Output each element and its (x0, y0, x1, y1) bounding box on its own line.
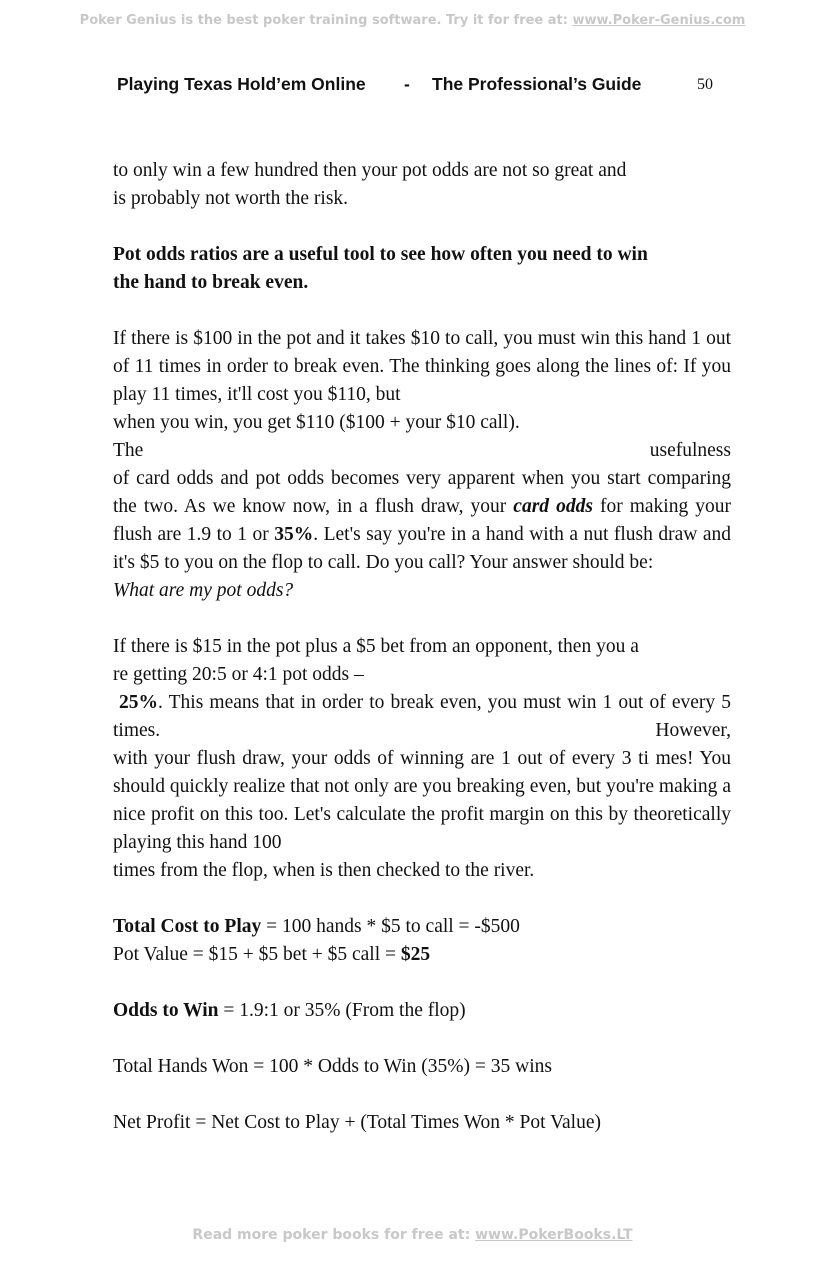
card-odds-text-a: of card odds and pot odds becomes very apparent when you start comparing the two. As we know now, in a flush draw, your (113, 468, 731, 517)
bottom-promo-banner (0, 1227, 825, 1243)
flush-percent: 35% (274, 524, 314, 545)
bold-line-1: Pot odds ratios are a useful tool to see how often you need to win (113, 244, 648, 265)
paragraph-intro (113, 157, 731, 213)
intro-line-2: is probably not worth the risk. (113, 188, 349, 209)
card-odds-term: card odds (513, 496, 593, 517)
title-separator: - (404, 74, 410, 94)
card-odds-text-b: for making your flush are 1.9 to 1 or (113, 496, 731, 545)
pot-odds-question (113, 577, 731, 605)
bold-statement (113, 241, 731, 297)
bottom-promo-text: Read more poker books for free at: (192, 1227, 476, 1243)
formula-pot-value (113, 941, 731, 969)
pokerbooks-link[interactable]: www.PokerBooks.LT (475, 1227, 633, 1243)
paragraph-break-even-rate (113, 689, 731, 745)
formula-hands-won: Total Hands Won = 100 * Odds to Win (35%) = 35 wins (113, 1056, 552, 1077)
paragraph-profit (113, 745, 731, 857)
pot-odds-question-text: What are my pot odds? (113, 580, 294, 601)
profit-text: with your flush draw, your odds of winning are 1 out of every 3 ti mes! You should quickly realize that not only are you breaking even, but you're making a nice profit on this too. Let's calculate the profit margin on this by theoretically playing this hand 100 (113, 748, 731, 853)
profit-last-line: times from the flop, when is then checked to the river. (113, 860, 535, 881)
total-cost-value: = 100 hands * $5 to call = -$500 (261, 916, 520, 937)
formula-odds-to-win (113, 997, 731, 1025)
paragraph-opponent-bet (113, 633, 731, 689)
total-cost-label: Total Cost to Play (113, 916, 262, 937)
paragraph-break-even (113, 325, 731, 409)
book-subtitle: The Professional’s Guide (432, 74, 642, 94)
pot-value-label: Pot Value = $15 + $5 bet + $5 call = (113, 944, 401, 965)
paragraph-usefulness-head (113, 437, 731, 465)
word-the: The (113, 440, 144, 461)
paragraph-card-odds (113, 465, 731, 577)
word-usefulness: usefulness (649, 440, 731, 461)
break-even-last-line: when you win, you get $110 ($100 + your $10 call). (113, 412, 520, 433)
opponent-bet-line-2: re getting 20:5 or 4:1 pot odds – (113, 664, 364, 685)
odds-to-win-label: Odds to Win (113, 1000, 219, 1021)
running-head (117, 74, 717, 98)
pot-odds-percent: 25% (119, 692, 158, 713)
intro-line-1: to only win a few hundred then your pot odds are not so great and (113, 160, 627, 181)
book-title: Playing Texas Hold’em Online (117, 74, 366, 94)
break-even-rate-text: . This means that in order to break even, you must win 1 out of every 5 times. However, (113, 692, 731, 741)
formula-net-profit: Net Profit = Net Cost to Play + (Total Times Won * Pot Value) (113, 1112, 601, 1133)
formula-total-cost (113, 913, 731, 941)
opponent-bet-line-1: If there is $15 in the pot plus a $5 bet from an opponent, then you a (113, 636, 639, 657)
page-number: 50 (697, 76, 713, 93)
page-body (113, 157, 731, 1137)
break-even-text: If there is $100 in the pot and it takes $10 to call, you must win this hand 1 out of 11 times in order to break even. The thinking goes along the lines of: If you play 11 times, it'll cost you $110, but (113, 328, 731, 405)
bold-line-2: the hand to break even. (113, 272, 309, 293)
odds-to-win-value: = 1.9:1 or 35% (From the flop) (218, 1000, 466, 1021)
top-promo-banner (0, 13, 825, 28)
top-promo-text: Poker Genius is the best poker training software. Try it for free at: (79, 13, 573, 28)
card-odds-text-c: . Let's say you're in a hand with a nut flush draw and it's $5 to you on the flop to call. Do you call? Your answer should be: (113, 524, 731, 573)
poker-genius-link[interactable]: www.Poker-Genius.com (572, 13, 746, 28)
pot-value-amount: $25 (400, 944, 431, 965)
